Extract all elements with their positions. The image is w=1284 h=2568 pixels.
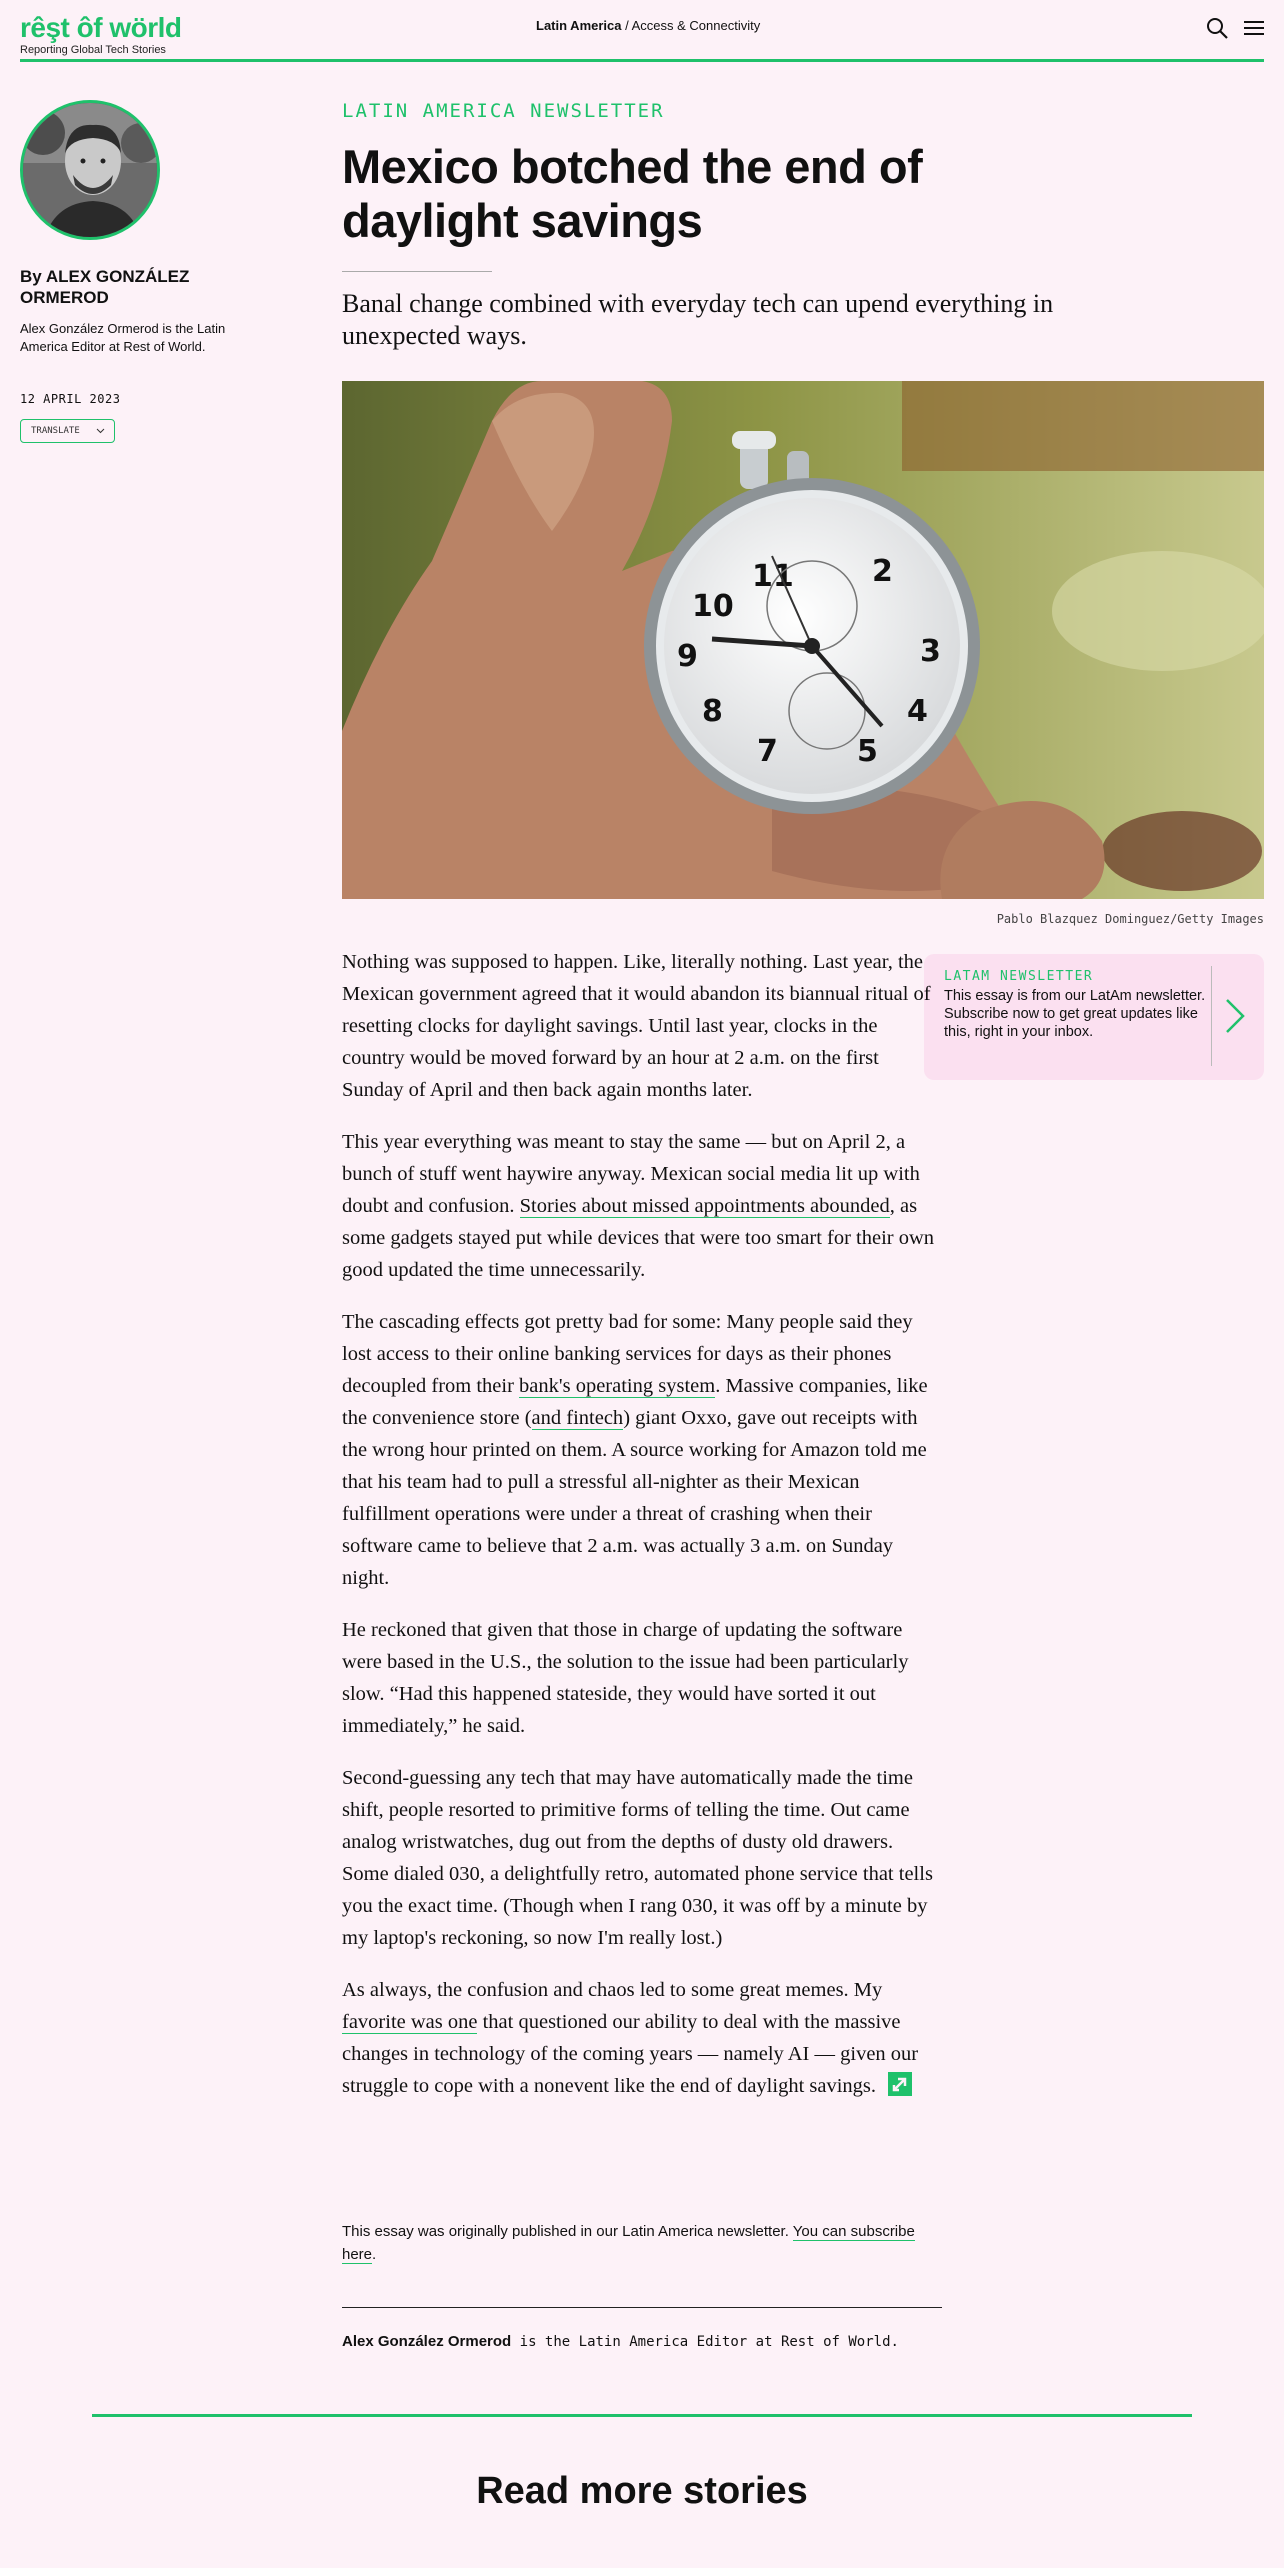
menu-icon[interactable] [1243,16,1265,45]
paragraph-text: . Massive companies, like the convenience store ( [342,1375,928,1429]
breadcrumb [536,18,760,33]
paragraph-text: ) giant Oxxo, gave out receipts with the wrong hour printed on them. A source working for Amazon told me that his team had to pull a stressful all-nighter as their Mexican fulfillment operations were under a threat of crashing when their software came to believe that 2 a.m. was actually 3 a.m. on Sunday night. [342,1407,927,1589]
paragraph-text: The cascading effects got pretty bad for some: Many people said they lost access to their online banking services for days as their phones decoupled from their [342,1311,913,1397]
chevron-down-icon [96,426,105,438]
paragraph: Nothing was supposed to happen. Like, literally nothing. Last year, the Mexican government agreed that it would abandon its biannual ritual of resetting clocks for daylight savings. Until last year, clocks in the country would be moved forward by an hour at 2 a.m. on the first Sunday of April and then back again months later. [342,951,931,1101]
paragraph-text: that questioned our ability to deal with the massive changes in technology of the coming years — namely AI — given our struggle to cope with a nonevent like the end of daylight savings. [342,2011,919,2097]
chevron-right-icon[interactable] [1224,998,1246,1039]
breadcrumb-separator: / [621,18,632,33]
article-title: Mexico botched the end of daylight savings [342,140,923,247]
end-mark-icon [888,2072,912,2096]
fintech-link[interactable]: and fintech [531,1407,624,1429]
title-divider [342,271,492,272]
newsletter-text: This essay is from our LatAm newsletter. Subscribe now to get great updates like this, right in your inbox. [944,988,1206,1040]
author-byline [20,266,220,308]
paragraph: He reckoned that given that those in charge of updating the software were based in the U.S., the solution to the issue had been particularly slow. “Had this happened stateside, they would have sorted it out immediately,” he said. [342,1619,909,1737]
paragraph-text: , as some gadgets stayed put while devices that were too smart for their own good updated the time unnecessarily. [342,1195,935,1281]
article-dek: Banal change combined with everyday tech can upend everything in unexpected ways. [342,289,1054,350]
paragraph-text: This year everything was meant to stay the same — but on April 2, a bunch of stuff went haywire anyway. Mexican social media lit up with doubt and confusion. [342,1131,920,1217]
article-kicker[interactable]: LATIN AMERICA NEWSLETTER [342,100,665,122]
svg-text:2: 2 [872,554,893,589]
paragraph [342,1974,942,2102]
author-avatar[interactable] [20,100,160,240]
author-name[interactable]: ALEX GONZÁLEZ ORMEROD [20,267,190,307]
hero-image [342,381,1264,899]
subscribe-link[interactable]: You can subscribe here [342,2223,915,2263]
read-more-heading: Read more stories [476,2470,808,2512]
svg-text:3: 3 [920,634,941,669]
breadcrumb-topic[interactable]: Access & Connectivity [631,18,761,33]
svg-text:8: 8 [702,694,723,729]
favorite-meme-link[interactable]: favorite was one [342,2011,478,2033]
footnote-text: This essay was originally published in our Latin America newsletter. [342,2223,793,2240]
svg-text:11: 11 [752,559,794,594]
paragraph [342,1306,942,1594]
site-header [20,0,1264,62]
paragraph-text: As always, the confusion and chaos led to some great memes. My [342,1979,883,2001]
newsletter-label: LATAM NEWSLETTER [944,969,1094,984]
paragraph: Second-guessing any tech that may have automatically made the time shift, people resorted to primitive forms of telling the time. Out came analog wristwatches, dug out from the depths of dusty old drawers. Some dialed 030, a delightfully retro, automated phone service that tells you the exact time. (Though when I rang 030, it was off by a minute by my laptop's reckoning, so now I'm really lost.) [342,1767,933,1949]
newsletter-divider [1211,966,1212,1066]
breadcrumb-region[interactable]: Latin America [536,18,622,33]
site-logo[interactable]: rêşt ôf wörld [20,12,182,43]
author-footer-role: is the Latin America Editor at Rest of World. [511,2334,899,2350]
svg-text:4: 4 [907,694,928,729]
section-divider [92,2414,1192,2417]
missed-appointments-link[interactable]: Stories about missed appointments abounded [519,1195,890,1217]
author-footer-name[interactable]: Alex González Ormerod [342,2333,512,2350]
article-body [342,946,942,2122]
author-divider [342,2307,942,2308]
footnote-text: . [372,2246,377,2263]
newsletter-promo[interactable] [924,954,1264,1080]
publish-date: 12 APRIL 2023 [20,392,121,406]
byline-prefix: By [20,267,46,286]
newsletter-footnote [342,2220,942,2266]
author-bio: Alex González Ormerod is the Latin America Editor at Rest of World. [20,321,226,354]
translate-label: TRANSLATE [31,426,80,436]
svg-text:10: 10 [692,589,734,624]
translate-button[interactable] [20,419,115,443]
svg-text:5: 5 [857,734,878,769]
author-footer [342,2333,962,2350]
svg-text:7: 7 [757,734,778,769]
paragraph [342,1126,942,1286]
bank-os-link[interactable]: bank's operating system [519,1375,716,1397]
search-icon[interactable] [1205,16,1229,45]
svg-text:9: 9 [677,639,698,674]
site-tagline: Reporting Global Tech Stories [20,44,166,56]
image-credit: Pablo Blazquez Dominguez/Getty Images [996,912,1264,926]
